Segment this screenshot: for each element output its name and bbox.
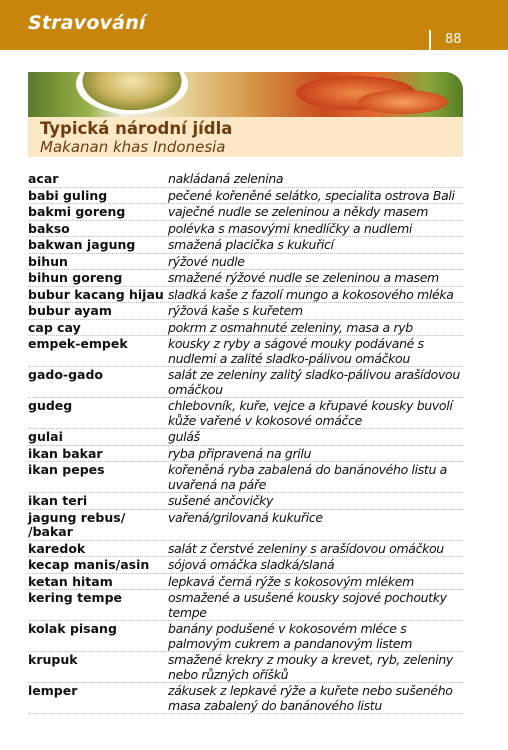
entry-term: bihun goreng	[28, 270, 123, 285]
grilled-shrimp-image	[358, 90, 448, 114]
entry-definition: smažené rýžové nudle se zeleninou a masem	[168, 270, 439, 285]
entry-term: bubur ayam	[28, 303, 112, 318]
entry-definition: zákusek z lepkavé rýže a kuřete nebo sušeného masa zabalený do banánového listu	[168, 683, 453, 713]
food-photo	[28, 72, 463, 117]
glossary-entry	[28, 541, 463, 558]
entry-term: karedok	[28, 540, 86, 556]
glossary-entry	[28, 367, 463, 398]
entry-term: bakso	[28, 220, 70, 236]
entry-definition: lepkavá černá rýže s kokosovým mlékem	[168, 573, 414, 589]
header-divider	[429, 30, 431, 50]
glossary-entry	[28, 493, 463, 510]
glossary-entry	[28, 270, 463, 287]
entry-definition: chlebovník, kuře, vejce a křupavé kousky buvolí kůže vařené v kokosové omáčce	[168, 398, 453, 428]
entry-definition: salát z čerstvé zeleniny s arašídovou omáčkou	[168, 540, 444, 556]
entry-term: ikan teri	[28, 493, 88, 508]
glossary-entry	[28, 510, 463, 541]
entry-term: ikan pepes	[28, 462, 105, 477]
entry-definition: nakládaná zelenina	[168, 171, 284, 186]
glossary-entry	[28, 429, 463, 446]
entry-definition: sušené ančovičky	[168, 493, 274, 508]
glossary-list	[28, 171, 463, 714]
glossary-entry	[28, 254, 463, 271]
glossary-entry	[28, 652, 463, 683]
glossary-entry	[28, 221, 463, 238]
glossary-entry	[28, 336, 463, 367]
glossary-entry	[28, 287, 463, 304]
entry-term: bakmi goreng	[28, 204, 126, 219]
entry-term: bakwan jagung	[28, 237, 136, 252]
entry-definition: rýžové nudle	[168, 253, 245, 269]
entry-definition: guláš	[168, 429, 200, 444]
entry-term: krupuk	[28, 652, 78, 667]
entry-definition: ryba připravená na grilu	[168, 445, 312, 461]
page-header	[0, 0, 508, 50]
entry-definition: kousky z ryby a ságové mouky podávané s nudlemi a zalité sladko-pálivou omáčkou	[168, 336, 424, 366]
glossary-entry	[28, 204, 463, 221]
section-banner	[28, 72, 463, 157]
entry-term: empek-empek	[28, 336, 128, 351]
entry-term: babi guling	[28, 187, 108, 203]
entry-definition: vaječné nudle se zeleninou a někdy masem	[168, 204, 429, 219]
entry-term: acar	[28, 171, 59, 186]
entry-term: gulai	[28, 429, 63, 444]
salad-bowl-image	[76, 72, 188, 114]
entry-definition: sladká kaše z fazolí mungo a kokosového mléka	[168, 286, 454, 302]
entry-definition: kořeněná ryba zabalená do banánového listu a uvařená na páře	[168, 462, 447, 492]
entry-term: gudeg	[28, 398, 73, 413]
entry-term: bubur kacang hijau	[28, 286, 164, 302]
entry-definition: pokrm z osmahnuté zeleniny, masa a ryb	[168, 319, 413, 335]
glossary-entry	[28, 462, 463, 493]
entry-term: kering tempe	[28, 590, 123, 605]
entry-term: jagung rebus/ /bakar	[28, 509, 126, 539]
glossary-entry	[28, 621, 463, 652]
entry-term: bihun	[28, 253, 68, 269]
entry-definition: banány podušené v kokosovém mléce s palmovým cukrem a pandanovým listem	[168, 621, 413, 651]
entry-definition: smažené krekry z mouky a krevet, ryb, zeleniny nebo různých oříšků	[168, 652, 453, 682]
entry-definition: osmažené a usušené kousky sojové pochoutky tempe	[168, 590, 447, 620]
banner-subtitle: Makanan khas Indonesia	[40, 138, 226, 156]
entry-term: gado-gado	[28, 367, 104, 382]
entry-term: ketan hitam	[28, 573, 113, 589]
entry-term: cap cay	[28, 319, 81, 335]
entry-definition: rýžová kaše s kuřetem	[168, 303, 303, 318]
glossary-entry	[28, 590, 463, 621]
entry-term: kecap manis/asin	[28, 557, 150, 572]
entry-term: lemper	[28, 683, 78, 698]
banner-title: Typická národní jídla	[40, 119, 233, 138]
glossary-entry	[28, 398, 463, 429]
page-number: 88	[445, 32, 462, 47]
glossary-entry	[28, 320, 463, 337]
entry-definition: smažená placička s kukuřicí	[168, 237, 334, 252]
glossary-entry	[28, 557, 463, 574]
glossary-entry	[28, 574, 463, 591]
section-title: Stravování	[28, 12, 146, 34]
entry-definition: pečené kořeněné selátko, specialita ostrova Bali	[168, 187, 455, 203]
entry-definition: salát ze zeleniny zalitý sladko-pálivou arašídovou omáčkou	[168, 367, 460, 397]
glossary-entry	[28, 446, 463, 463]
entry-term: ikan bakar	[28, 445, 103, 461]
glossary-entry	[28, 303, 463, 320]
entry-definition: vařená/grilovaná kukuřice	[168, 509, 323, 525]
entry-definition: sójová omáčka sladká/slaná	[168, 557, 335, 572]
glossary-entry	[28, 171, 463, 188]
entry-term: kolak pisang	[28, 621, 117, 636]
glossary-entry	[28, 188, 463, 205]
entry-definition: polévka s masovými knedlíčky a nudlemi	[168, 220, 413, 236]
glossary-entry	[28, 683, 463, 714]
glossary-entry	[28, 237, 463, 254]
